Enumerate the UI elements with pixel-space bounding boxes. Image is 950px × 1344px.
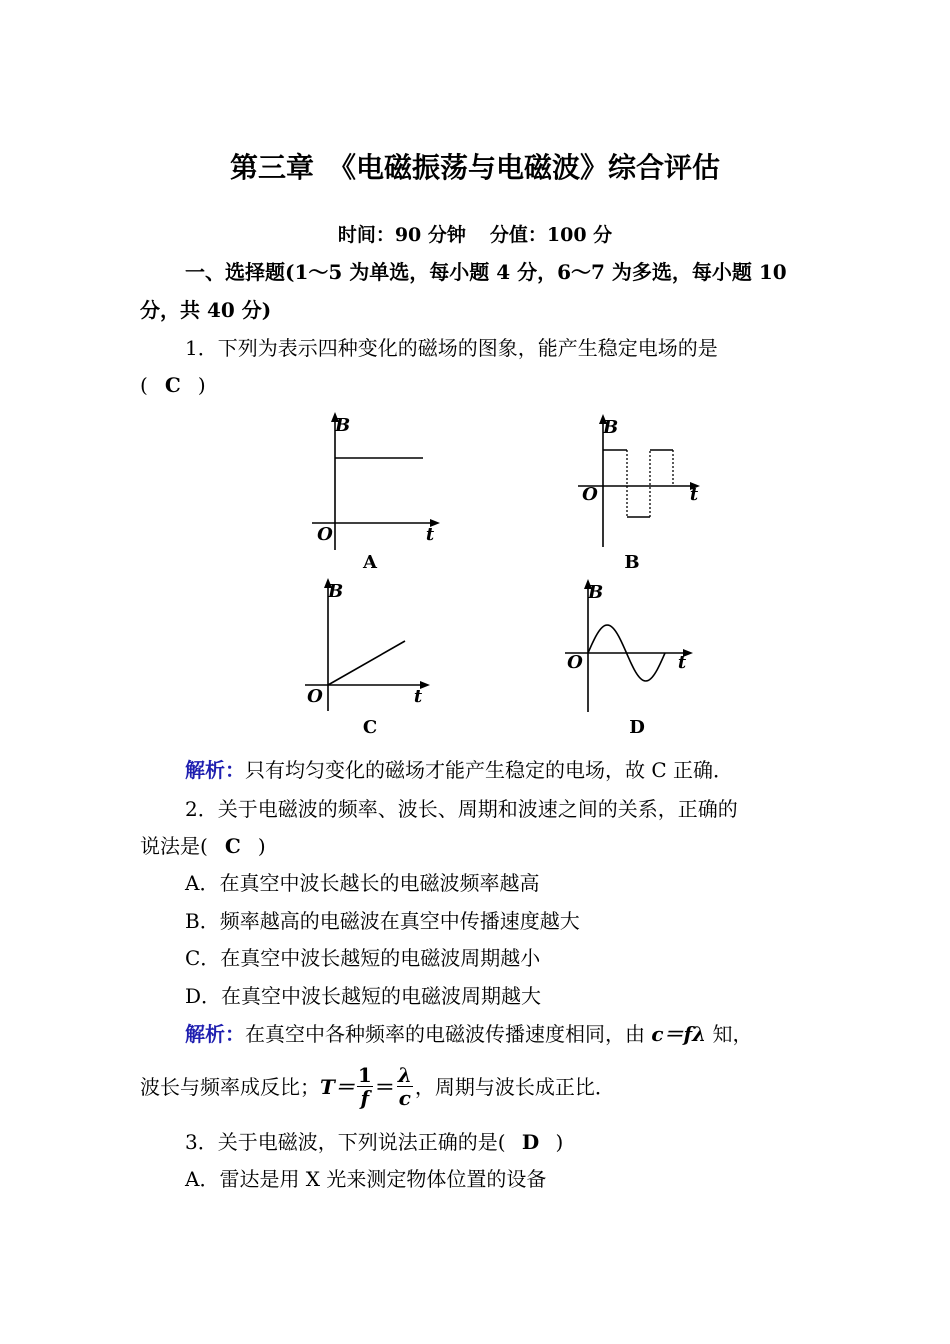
- q2-analysis-line2: 波长与频率成反比；T＝ $\frac{1}{f}$ ＝ $\frac{\lambda}{c}$ ，周期与波长成正比．: [140, 1063, 615, 1110]
- q2-stem-line1: 2．关于电磁波的频率、波长、周期和波速之间的关系，正确的: [185, 797, 738, 821]
- graph-c-caption: C: [362, 717, 378, 738]
- graph-d-origin: O: [567, 652, 583, 673]
- q1-analysis-label: 解析：: [185, 758, 245, 782]
- graph-c-x-label: t: [413, 686, 423, 707]
- section-heading-line2: 分，共 40 分): [140, 298, 272, 322]
- section-heading-line1: 一、选择题(1～5 为单选，每小题 4 分，6～7 为多选，每小题 10: [185, 260, 787, 284]
- q2-analysis-label: 解析：: [185, 1022, 245, 1046]
- q1-analysis: [185, 757, 733, 783]
- graph-a-y-label: B: [335, 415, 351, 436]
- total-score: 分值：100 分: [489, 224, 613, 246]
- graph-b-svg: [570, 412, 720, 552]
- q2-stem-line2: 说法是( C ): [140, 834, 266, 858]
- q2-option-d: D．在真空中波长越短的电磁波周期越大: [185, 984, 542, 1008]
- formula-c-f-lambda: c＝fλ: [651, 1022, 707, 1046]
- graph-c: [295, 576, 445, 738]
- q2-answer: C: [224, 834, 241, 858]
- fraction-lambda-over-c: $\frac{\lambda}{c}$: [397, 1063, 412, 1110]
- q2-option-a: A．在真空中波长越长的电磁波频率越高: [185, 871, 540, 895]
- q3-stem: 3．关于电磁波，下列说法正确的是( D ): [185, 1130, 564, 1154]
- graph-c-y-label: B: [328, 581, 344, 602]
- page-title: 第三章 《电磁振荡与电磁波》综合评估: [229, 151, 720, 184]
- q3-option-a: A．雷达是用 X 光来测定物体位置的设备: [185, 1167, 547, 1191]
- graph-b-y-label: B: [603, 417, 619, 438]
- fraction-1-over-f: $\frac{1}{f}$: [357, 1063, 372, 1110]
- time-limit: 时间：90 分钟: [337, 224, 466, 246]
- q1-analysis-text: 只有均匀变化的磁场才能产生稳定的电场，故 C 正确．: [245, 758, 734, 782]
- q2-option-b: B．频率越高的电磁波在真空中传播速度越大: [185, 909, 580, 933]
- graph-d-caption: D: [629, 717, 645, 738]
- formula-T: T＝: [320, 1075, 355, 1099]
- q2-analysis-line1: 解析：在真空中各种频率的电磁波传播速度相同，由 c＝fλ 知，: [185, 1022, 753, 1046]
- graph-d-y-label: B: [588, 582, 604, 603]
- q1-stem: 1．下列为表示四种变化的磁场的图象，能产生稳定电场的是: [185, 336, 718, 360]
- graph-d-x-label: t: [677, 652, 687, 673]
- graph-b-origin: O: [582, 484, 598, 505]
- q3-answer: D: [521, 1130, 540, 1154]
- graph-a-x-label: t: [425, 524, 435, 545]
- exam-meta: [0, 222, 950, 248]
- graph-c-origin: O: [307, 686, 323, 707]
- graph-a: [300, 410, 450, 573]
- q1-answer: C: [164, 373, 181, 397]
- graph-d: [555, 577, 705, 738]
- q1-answer-line: ( C ): [140, 373, 206, 397]
- graph-b-x-label: t: [689, 484, 699, 505]
- graph-d-svg: [555, 577, 705, 717]
- graph-b: [570, 412, 720, 573]
- graph-c-curve: [328, 641, 405, 685]
- q2-option-c: C．在真空中波长越短的电磁波周期越小: [185, 946, 541, 970]
- graph-a-origin: O: [317, 524, 333, 545]
- graph-a-caption: A: [363, 552, 377, 573]
- graph-b-caption: B: [624, 552, 640, 573]
